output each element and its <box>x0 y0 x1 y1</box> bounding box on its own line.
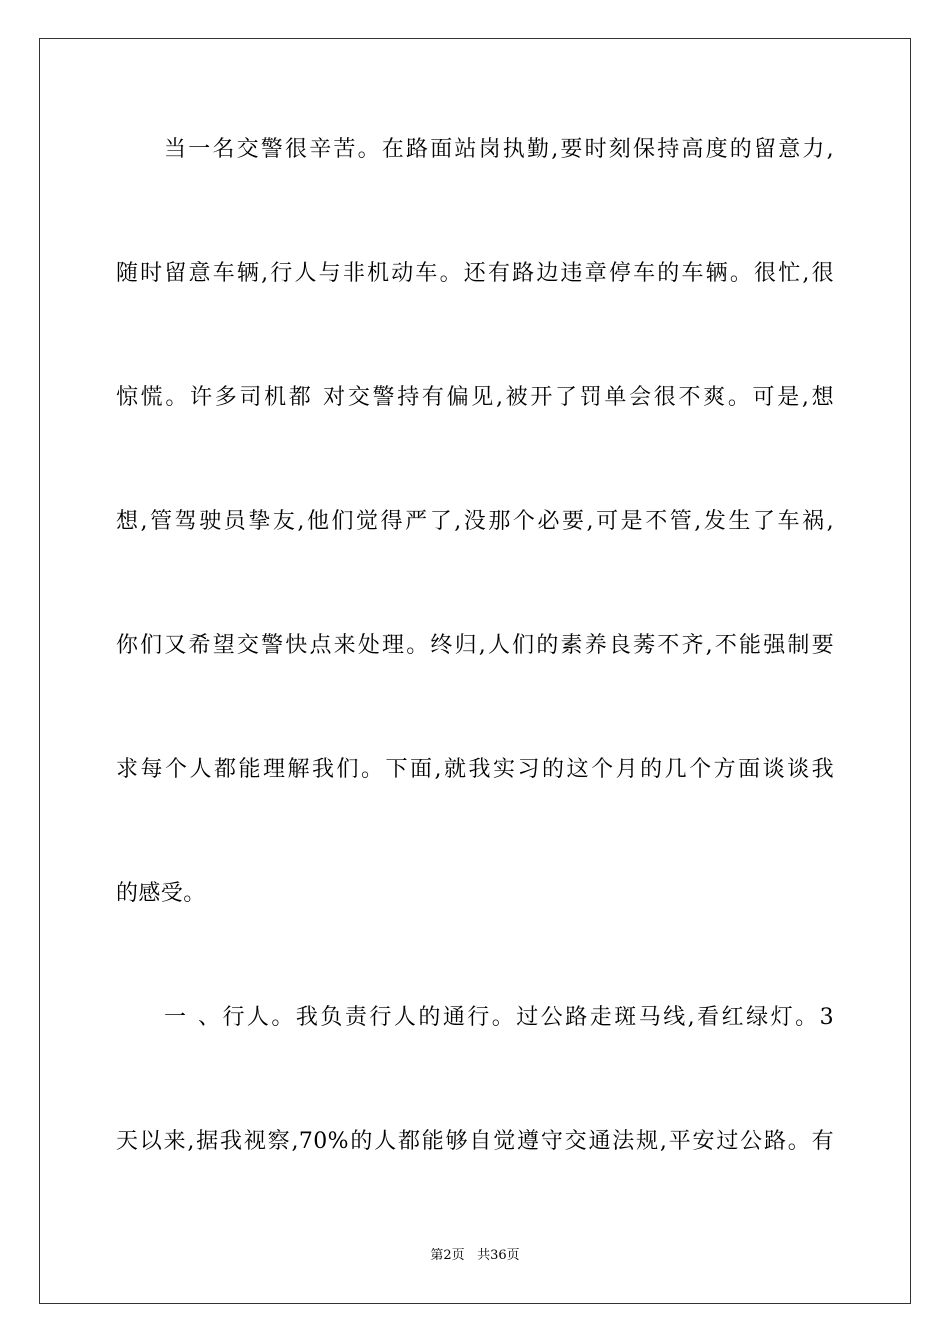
page-number: 第2页 <box>430 1248 465 1263</box>
paragraph-line-1: 当一名交警很辛苦。在路面站岗执勤,要时刻保持高度的留意力, <box>164 137 834 162</box>
paragraph-line-2: 随时留意车辆,行人与非机动车。还有路边违章停车的车辆。很忙,很 <box>116 261 834 286</box>
paragraph-line-9: 天以来,据我视察,70%的人都能够自觉遵守交通法规,平安过公路。有 <box>116 1129 834 1154</box>
paragraph-line-5: 你们又希望交警快点来处理。终归,人们的素养良莠不齐,不能强制要 <box>116 633 834 658</box>
page-footer <box>0 1246 950 1266</box>
page-total: 共36页 <box>477 1248 520 1263</box>
paragraph-line-3: 惊慌。许多司机都 对交警持有偏见,被开了罚单会很不爽。可是,想 <box>116 385 834 410</box>
document-body <box>116 126 834 1242</box>
paragraph-line-7: 的感受。 <box>116 881 206 906</box>
paragraph-line-4: 想,管驾驶员挚友,他们觉得严了,没那个必要,可是不管,发生了车祸, <box>116 509 834 534</box>
paragraph-line-6: 求每个人都能理解我们。下面,就我实习的这个月的几个方面谈谈我 <box>116 757 834 782</box>
paragraph-line-8: 一 、行人。我负责行人的通行。过公路走斑马线,看红绿灯。3 <box>164 1005 834 1030</box>
